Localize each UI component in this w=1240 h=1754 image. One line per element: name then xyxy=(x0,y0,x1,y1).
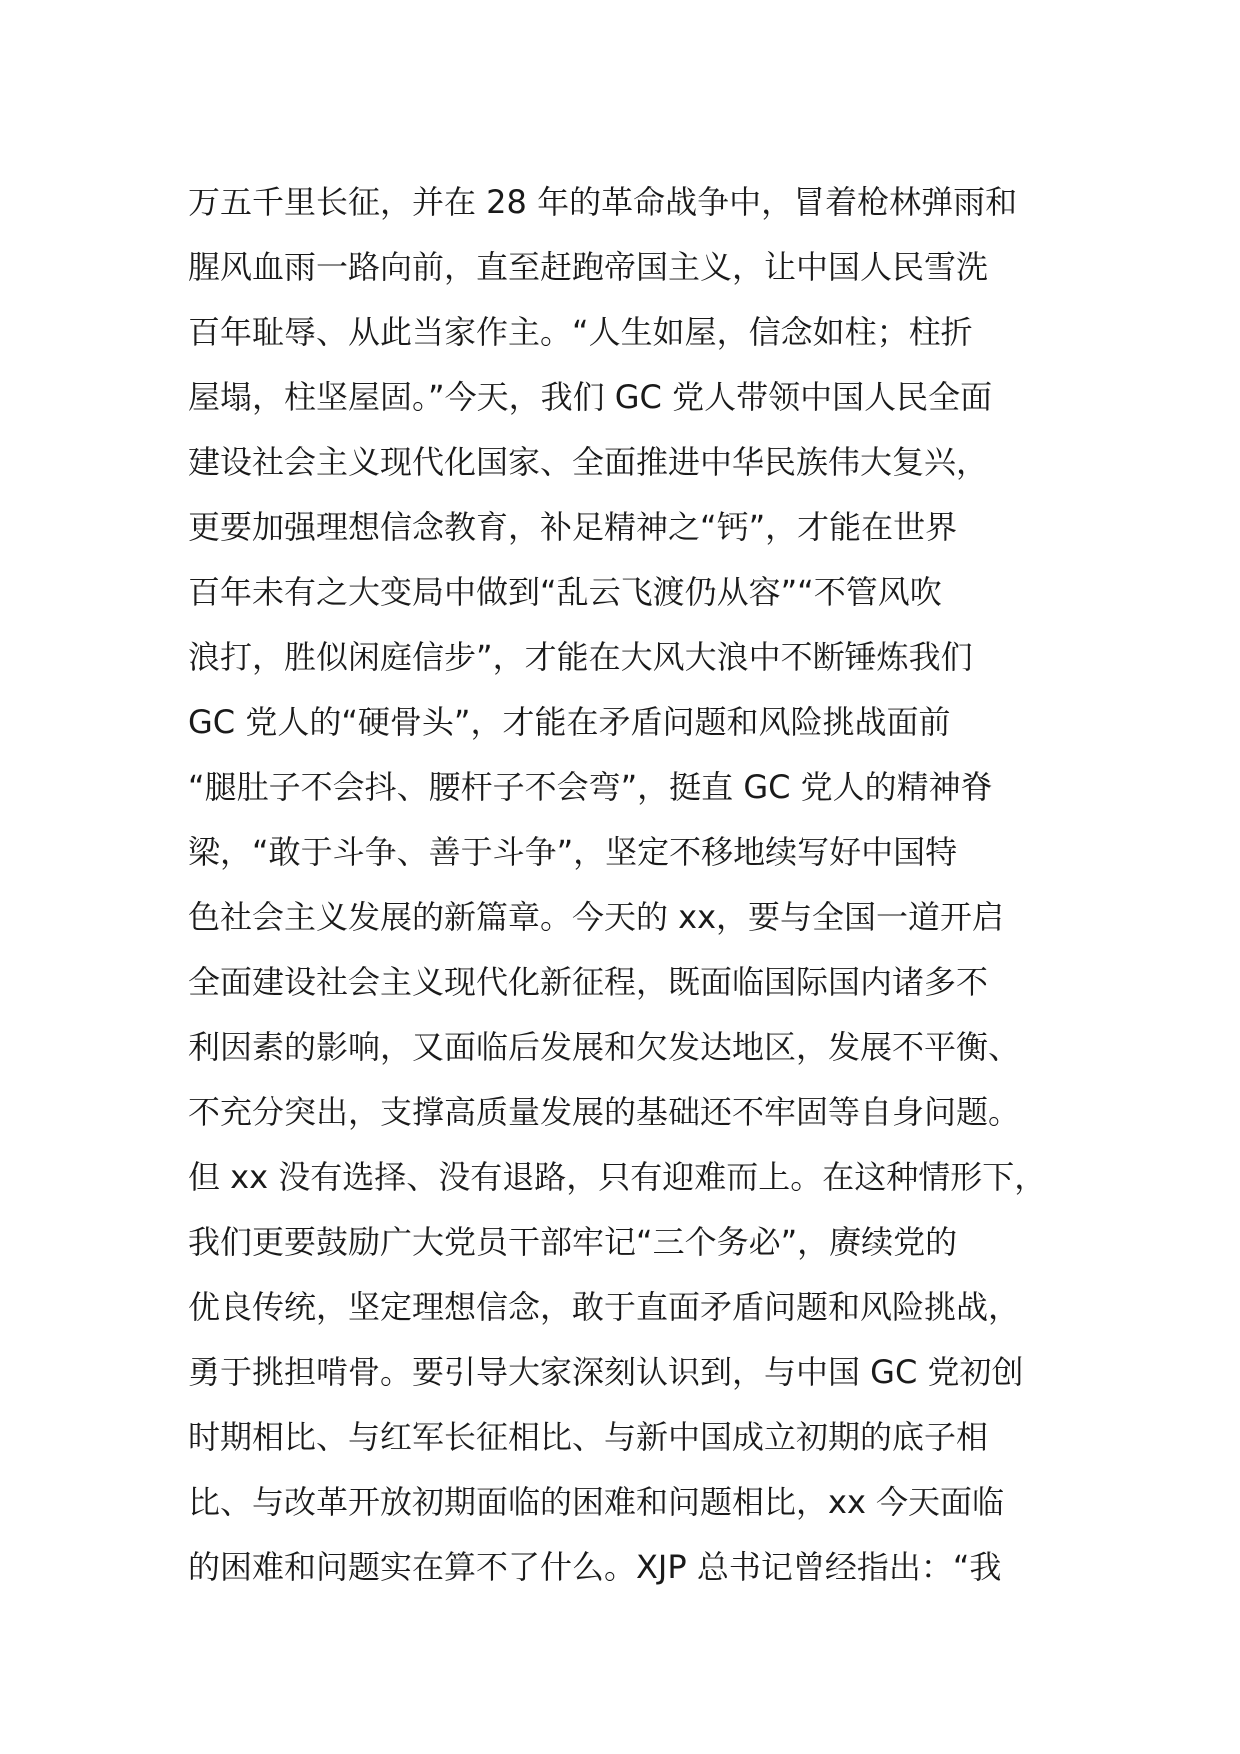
text-line: 勇于挑担啃骨。要引导大家深刻认识到，与中国 GC 党初创 xyxy=(188,1353,1024,1391)
text-line: “腿肚子不会抖、腰杆子不会弯”，挺直 GC 党人的精神脊 xyxy=(188,768,993,806)
text-line: 建设社会主义现代化国家、全面推进中华民族伟大复兴， xyxy=(188,443,989,481)
text-line: GC 党人的“硬骨头”，才能在矛盾问题和风险挑战面前 xyxy=(188,703,951,741)
text-line: 百年未有之大变局中做到“乱云飞渡仍从容”“不管风吹 xyxy=(188,573,942,611)
text-line: 万五千里长征，并在 28 年的革命战争中，冒着枪林弹雨和 xyxy=(188,183,1018,221)
text-line: 比、与改革开放初期面临的困难和问题相比，xx 今天面临 xyxy=(188,1483,1005,1521)
text-line: 全面建设社会主义现代化新征程，既面临国际国内诸多不 xyxy=(188,963,989,1001)
text-line: 百年耻辱、从此当家作主。“人生如屋，信念如柱；柱折 xyxy=(188,313,973,351)
text-line: 我们更要鼓励广大党员干部牢记“三个务必”，赓续党的 xyxy=(188,1223,958,1261)
text-line: 更要加强理想信念教育，补足精神之“钙”，才能在世界 xyxy=(188,508,958,546)
text-line: 梁，“敢于斗争、善于斗争”，坚定不移地续写好中国特 xyxy=(188,833,958,871)
text-line: 时期相比、与红军长征相比、与新中国成立初期的底子相 xyxy=(188,1418,989,1456)
text-line: 屋塌，柱坚屋固。”今天，我们 GC 党人带领中国人民全面 xyxy=(188,378,993,416)
text-line: 但 xx 没有选择、没有退路，只有迎难而上。在这种情形下， xyxy=(188,1158,1047,1196)
text-line: 腥风血雨一路向前，直至赶跑帝国主义，让中国人民雪洗 xyxy=(188,248,989,286)
text-line: 的困难和问题实在算不了什么。XJP 总书记曾经指出：“我 xyxy=(188,1548,1002,1586)
text-line: 不充分突出，支撑高质量发展的基础还不牢固等自身问题。 xyxy=(188,1093,1021,1131)
text-line: 优良传统，坚定理想信念，敢于直面矛盾问题和风险挑战， xyxy=(188,1288,1021,1326)
text-line: 色社会主义发展的新篇章。今天的 xx，要与全国一道开启 xyxy=(188,898,1005,936)
text-line: 利因素的影响，又面临后发展和欠发达地区，发展不平衡、 xyxy=(188,1028,1021,1066)
text-line: 浪打，胜似闲庭信步”，才能在大风大浪中不断锤炼我们 xyxy=(188,638,973,676)
body-text xyxy=(188,170,1088,1600)
